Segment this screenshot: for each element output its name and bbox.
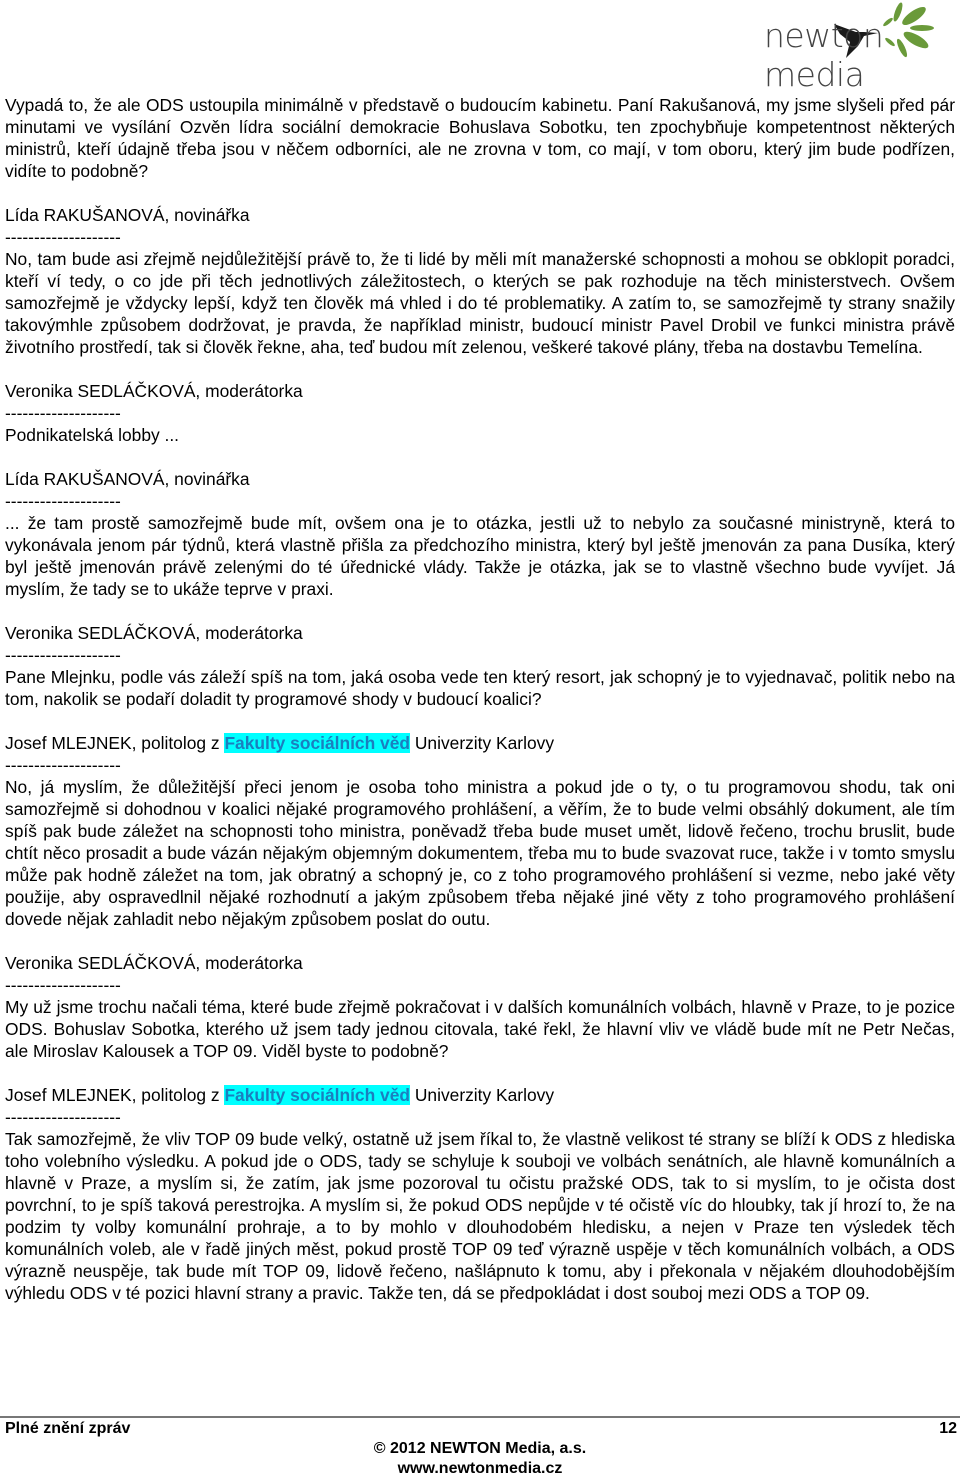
highlighted-term: Fakulty sociálních věd xyxy=(224,733,411,753)
separator: -------------------- xyxy=(5,403,121,423)
paragraph: My už jsme trochu načali téma, které bude zřejmě pokračovat i v dalších komunálních volbách, hlavně v Praze, to je pozice ODS. Bohuslav Sobotka, kterého už jsem tady jednou citovala, také řekl, že hlavní vliv ve vládě bude mít ne Petr Nečas, ale Miroslav Kalousek a TOP 09. Viděl byste to podobně? xyxy=(5,997,955,1061)
paragraph: Podnikatelská lobby ... xyxy=(5,425,180,445)
paragraph: Tak samozřejmě, že vliv TOP 09 bude velký, ostatně už jsem říkal to, že vlastně velikost té strany se blíží k ODS z hlediska toho volebního výsledku. A pokud jde o ODS, tady se schyluje k souboji ve volbách senátních, ale hlavně komunálních a hlavně v Praze, a myslím si, že zatím, jak jsme pozoroval tu očistu pražské ODS, tak to si myslím, to je očista dost povrchní, to je spíš taková perestrojka. A myslím si, že pokud ODS nepůjde v té očistě víc do hloubky, tak jí hrozí to, že na podzim ty volby komunální prohraje, a to by mohlo v dlouhodobém hledisku, a nejen v Praze ten výsledek těch komunálních voleb, ale v řadě jiných měst, pokud prostě TOP 09 teď výrazně uspěje v těch komunálních volbách, a ODS výrazně neuspěje, tak bude mít TOP 09, lidově řečeno, našlápnuto k tomu, aby i překonala v nějakém dlouhodobějším výhledu ODS v té pozici hlavní strany a pravic. Takže ten, dá se předpokládat i dost souboj mezi ODS a TOP 09. xyxy=(5,1129,955,1303)
speaker-block xyxy=(5,1084,955,1304)
page-number: 12 xyxy=(939,1420,957,1437)
paragraph: No, tam bude asi zřejmě nejdůležitější právě to, že ti lidé by měli mít manažerské schopnosti a mohou se obklopit poradci, kteří ví tedy, o co jde při těch jednotlivých záležitostech, o kterých se pak rozhoduje na těch ministerstvech. Ovšem samozřejmě je vždycky lepší, když ten člověk má vhled i do té problematiky. A zatím to, se samozřejmě ty strany snažily takovýmhle způsobem dodržovat, je pravda, že například ministr, budoucí ministr Pavel Drobil ve funkci ministra právě životního prostředí, tak si člověk řekne, aha, teď budou mít zelenou, veškeré takové plány, třeba na dostavbu Temelína. xyxy=(5,249,955,357)
speaker-name: Lída RAKUŠANOVÁ, novinářka xyxy=(5,469,250,489)
speaker-block xyxy=(5,622,955,710)
footer-divider xyxy=(0,1416,960,1418)
highlighted-term: Fakulty sociálních věd xyxy=(224,1085,411,1105)
transcript xyxy=(5,94,955,1326)
speaker-name xyxy=(5,732,955,754)
speaker-block xyxy=(5,468,955,600)
speaker-name xyxy=(5,1084,955,1106)
speaker-name: Veronika SEDLÁČKOVÁ, moderátorka xyxy=(5,381,303,401)
footer-title: Plné znění zpráv xyxy=(5,1420,131,1437)
speaker-block xyxy=(5,732,955,930)
speaker-suffix: Univerzity Karlovy xyxy=(414,733,555,753)
speaker-block xyxy=(5,204,955,358)
separator: -------------------- xyxy=(5,645,121,665)
footer-url: www.newtonmedia.cz xyxy=(397,1460,563,1477)
speaker-name: Veronika SEDLÁČKOVÁ, moderátorka xyxy=(5,953,303,973)
separator: -------------------- xyxy=(5,1107,121,1127)
separator: -------------------- xyxy=(5,491,121,511)
paragraph: ... že tam prostě samozřejmě bude mít, ovšem ona je to otázka, jestli už to nebylo za současné ministryně, která to vykonávala jenom pár týdnů, která vlastně přišla za předchozího ministra, který byl ještě jmenován za pana Dusíka, který byl ještě jmenován právě zelenými do té úřednické vlády. Takže je otázka, jak se to vlastně všechno bude vyvíjet. Já myslím, že tady se to ukáže teprve v praxi. xyxy=(5,513,955,599)
separator: -------------------- xyxy=(5,755,121,775)
paragraph: No, já myslím, že důležitější přeci jenom je osoba toho ministra a pokud jde o ty, o tu programovou shodu, tak oni samozřejmě si dohodnou v koalici nějaké programového prohlášení, a věřím, že to bude velmi obsáhlý dokument, ale tím spíš pak bude záležet na schopnosti toho ministra, poněvadž třeba bude muset umět, lidově řečeno, trochu bruslit, bude chtít něco prosadit a bude vázán nějakým objemným dokumentem, třeba mu to bude svazovat ruce, takže i v tomto smyslu může pak hodně záležet na tom, jak obratný a schopný je, co z toho programového prohlášení si vezme, nebo jaké věty použije, aby ospravedlnil nějaké rozhodnutí a jakým způsobem třeba nějaké jiné věty z toho programového prohlášení dovede nějak zahladit nebo nějakým způsobem poslat do outu. xyxy=(5,777,955,929)
speaker-name: Veronika SEDLÁČKOVÁ, moderátorka xyxy=(5,623,303,643)
speaker-prefix: Josef MLEJNEK, politolog z xyxy=(5,733,220,753)
paragraph: Vypadá to, že ale ODS ustoupila minimálně v představě o budoucím kabinetu. Paní Rakušanová, my jsme slyšeli před pár minutami ve vysílání Ozvěn lídra sociální demokracie Bohuslava Sobotku, ten zpochybňuje kompetentnost některých ministrů, kteří údajně třeba jsou v něčem odborníci, ale ne zrovna v tom, co mají, v tom oboru, který jim bude podřízen, vidíte to podobně? xyxy=(5,95,955,181)
speaker-prefix: Josef MLEJNEK, politolog z xyxy=(5,1085,220,1105)
logo-text: newton media xyxy=(764,16,884,94)
footer-copyright: © 2012 NEWTON Media, a.s. xyxy=(373,1440,587,1457)
speaker-name: Lída RAKUŠANOVÁ, novinářka xyxy=(5,205,250,225)
separator: -------------------- xyxy=(5,975,121,995)
speaker-block xyxy=(5,952,955,1062)
newton-media-logo xyxy=(764,2,956,94)
speaker-block xyxy=(5,380,955,446)
separator: -------------------- xyxy=(5,227,121,247)
speaker-suffix: Univerzity Karlovy xyxy=(414,1085,555,1105)
paragraph: Pane Mlejnku, podle vás záleží spíš na tom, jaká osoba vede ten který resort, jak schopný je to vyjednavač, politik nebo na tom, nakolik se podaří doladit ty programové shody v budoucí koalici? xyxy=(5,667,955,709)
